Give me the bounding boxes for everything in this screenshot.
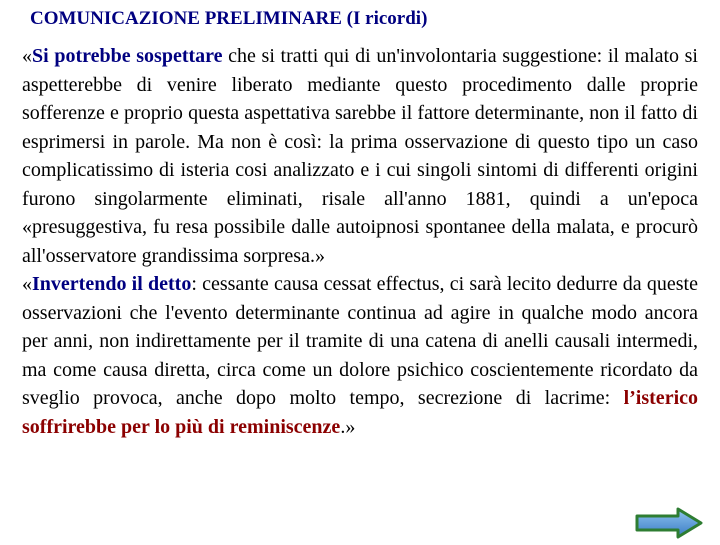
paragraph-1 [22, 42, 698, 270]
closing-quote: .» [340, 415, 356, 438]
paragraph-2-text: : cessante causa cessat effectus, ci sarà lecito dedurre da queste osservazioni che l'evento determinante continua ad agire in qualche modo ancora per anni, non indirettamente per il tramite di una catena di anelli causali intermedi, ma come causa diretta, circa come un dolore psichico coscientemente ricordato da sveglio provoca, anche dopo molto tempo, secrezione di lacrime: [22, 273, 698, 409]
arrow-right-icon [634, 506, 704, 540]
paragraph-1-text: che si tratti qui di un'involontaria suggestione: il malato si aspetterebbe di venire liberato mediante questo procedimento dalle proprie sofferenze e proprio questa aspettativa sarebbe il fattore determinante, non il fatto di esprimersi in parole. Ma non è così: la prima osservazione di questo tipo un caso complicatissimo di isteria cosi analizzato e i cui singoli sintomi di differenti origini furono singolarmente eliminati, risale all'anno 1881, quindi a un'epoca «presuggestiva, fu resa possibile dalle autoipnosi spontanee della malata, e procurò all'osservatore grandissima sorpresa.» [22, 45, 698, 267]
open-quote: « [22, 273, 32, 295]
next-slide-button[interactable] [634, 506, 704, 540]
conclusion-phrase: l’isterico soffrirebbe per lo più di reminiscenze [22, 387, 698, 438]
slide-body [22, 42, 698, 441]
emphasis-phrase: Invertendo il detto [32, 273, 192, 295]
paragraph-2 [22, 270, 698, 441]
emphasis-phrase: Si potrebbe sospettare [32, 45, 223, 67]
open-quote: « [22, 45, 32, 67]
slide-title: COMUNICAZIONE PRELIMINARE (I ricordi) [30, 8, 428, 29]
